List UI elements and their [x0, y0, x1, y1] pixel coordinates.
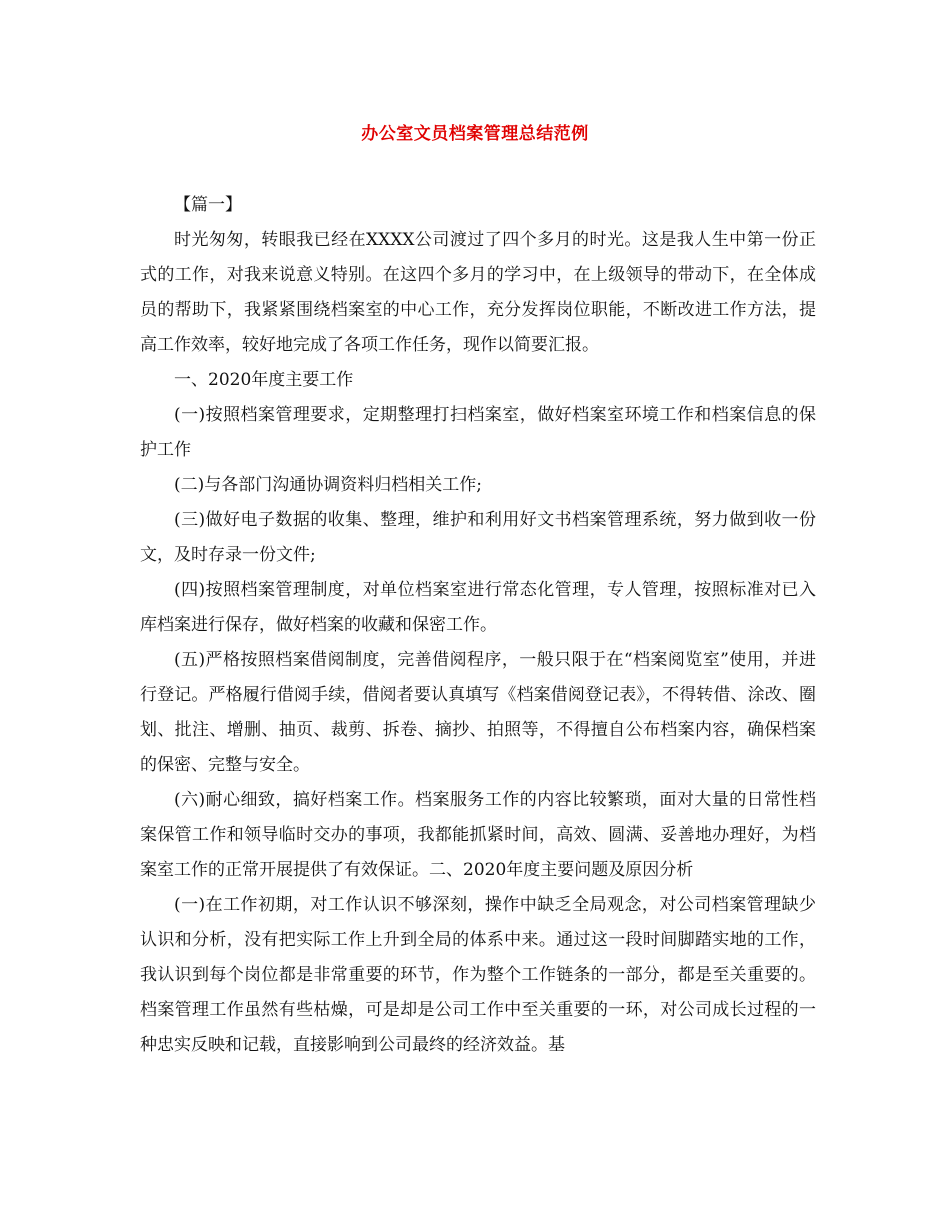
document-body: [140, 188, 816, 1063]
work-item-2: (二)与各部门沟通协调资料归档相关工作;: [174, 475, 482, 495]
work-item-5: (五)严格按照档案借阅制度，完善借阅程序，一般只限于在“档案阅览室”使用，并进行登记。严格履行借阅手续，借阅者要认真填写《档案借阅登记表》，不得转借、涂改、圈划、批注、增删、抽页、裁剪、拆卷、摘抄、拍照等，不得擅自公布档案内容，确保档案的保密、完整与安全。: [140, 650, 816, 775]
section-heading-pian-yi: 【篇一】: [174, 195, 242, 215]
problem-item-1: (一)在工作初期，对工作认识不够深刻，操作中缺乏全局观念，对公司档案管理缺少认识和分析，没有把实际工作上升到全局的体系中来。通过这一段时间脚踏实地的工作，我认识到每个岗位都是非常重要的环节，作为整个工作链条的一部分，都是至关重要的。档案管理工作虽然有些枯燥，可是却是公司工作中至关重要的一环，对公司成长过程的一种忠实反映和记载，直接影响到公司最终的经济效益。基: [140, 895, 816, 1055]
section-heading-main-work: 一、2020年度主要工作: [174, 370, 354, 390]
work-item-3: (三)做好电子数据的收集、整理，维护和利用好文书档案管理系统，努力做到收一份文，及时存录一份文件;: [140, 510, 816, 565]
work-item-6: (六)耐心细致，搞好档案工作。档案服务工作的内容比较繁琐，面对大量的日常性档案保管工作和领导临时交办的事项，我都能抓紧时间，高效、圆满、妥善地办理好，为档案室工作的正常开展提供了有效保证。二、2020年度主要问题及原因分析: [140, 790, 816, 880]
work-item-1: (一)按照档案管理要求，定期整理打扫档案室，做好档案室环境工作和档案信息的保护工作: [140, 405, 816, 460]
document-title: 办公室文员档案管理总结范例: [361, 124, 589, 144]
intro-paragraph: 时光匆匆，转眼我已经在XXXX公司渡过了四个多月的时光。这是我人生中第一份正式的工作，对我来说意义特别。在这四个多月的学习中，在上级领导的带动下，在全体成员的帮助下，我紧紧围绕档案室的中心工作，充分发挥岗位职能，不断改进工作方法，提高工作效率，较好地完成了各项工作任务，现作以简要汇报。: [140, 230, 816, 355]
work-item-4: (四)按照档案管理制度，对单位档案室进行常态化管理，专人管理，按照标准对已入库档案进行保存，做好档案的收藏和保密工作。: [140, 580, 816, 635]
